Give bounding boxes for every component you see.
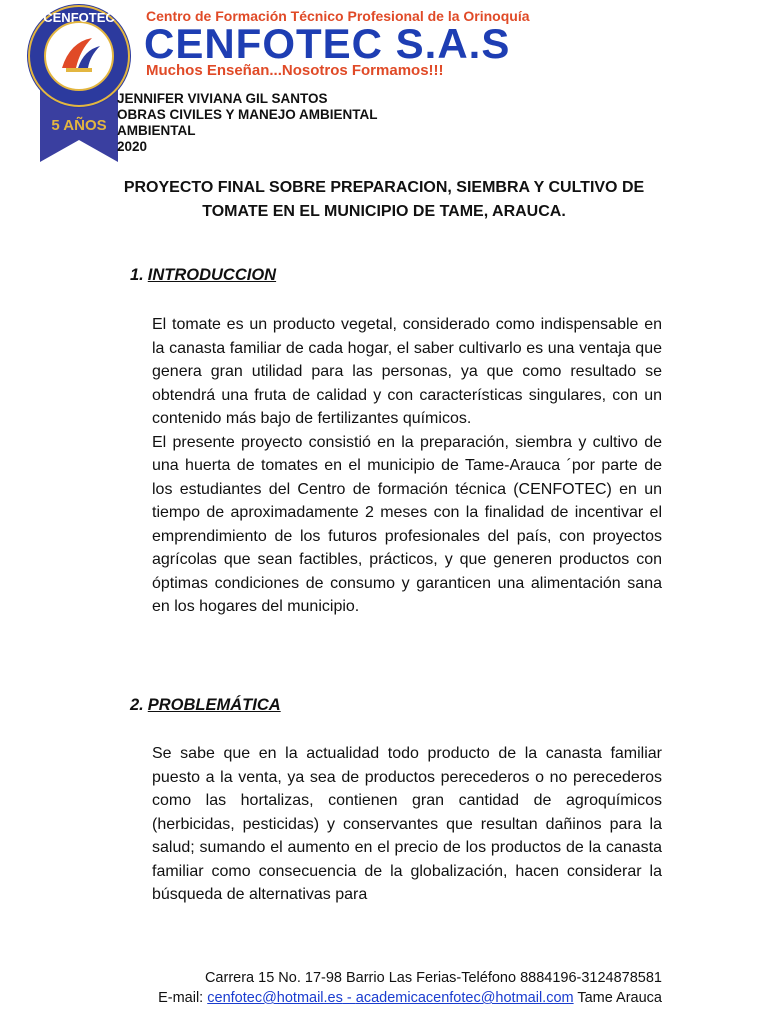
student-year: 2020 xyxy=(117,139,148,154)
student-info xyxy=(117,91,378,155)
logo-ribbon-text: 5 AÑOS xyxy=(51,117,107,134)
email-separator: - xyxy=(342,990,356,1006)
student-name: JENNIFER VIVIANA GIL SANTOS xyxy=(117,91,328,106)
section-heading-problematica xyxy=(130,696,281,715)
email-link-cenfotec[interactable]: cenfotec@hotmail.es xyxy=(207,990,343,1006)
email-label: E-mail: xyxy=(158,990,208,1006)
section-number: 1. xyxy=(130,266,144,284)
paragraph: El presente proyecto consistió en la preparación, siembra y cultivo de una huerta de tomates en el municipio de Tame-Arauca ´por parte de los estudiantes del Centro de formación técnica (CENFOTEC) en un tiempo de aproximadamente 2 meses con la finalidad de incentivar el emprendimiento de los futuros profesionales del país, con proyectos agrícolas que sean factibles, prácticos, y que generen productos con óptimas condiciones de consumo y garanticen una alimentación sana en los hogares del municipio. xyxy=(152,433,662,615)
logo-ring-text: CENFOTEC xyxy=(43,10,115,25)
section-body-introduccion xyxy=(152,313,662,619)
footer-address: Carrera 15 No. 17-98 Barrio Las Ferias-Teléfono 8884196-3124878581 xyxy=(204,970,662,986)
student-program-cont: AMBIENTAL xyxy=(117,123,196,138)
section-title: INTRODUCCION xyxy=(147,266,277,284)
footer-city: Tame Arauca xyxy=(573,990,662,1006)
document-title: PROYECTO FINAL SOBRE PREPARACION, SIEMBRA Y CULTIVO DE TOMATE EN EL MUNICIPIO DE TAME, ARAUCA. xyxy=(123,179,645,220)
section-number: 2. xyxy=(130,696,144,714)
paragraph: El tomate es un producto vegetal, considerado como indispensable en la canasta familiar de cada hogar, el saber cultivarlo es una ventaja que genera gran utilidad para las personas, ya que como resultado se obtendrá una fruta de calidad y con características singulares, con un contenido más bajo de fertilizantes químicos. xyxy=(152,316,662,427)
footer-contact xyxy=(158,988,662,1008)
section-heading-introduccion xyxy=(130,266,276,285)
brand-title: CENFOTEC S.A.S xyxy=(144,20,511,67)
email-link-academica[interactable]: academicacenfotec@hotmail.com xyxy=(355,990,574,1006)
paragraph: Se sabe que en la actualidad todo producto de la canasta familiar puesto a la venta, ya sea de productos perecederos o no perecederos como las hortalizas, contienen gran cantidad de agroquímicos (herbicidas, pesticidas) y conservantes que resultan dañinos para la salud; sumando el aumento en el precio de los productos de la canasta familiar como consecuencia de la globalización, hacen considerar la búsqueda de alternativas para xyxy=(152,745,662,903)
institution-name: Centro de Formación Técnico Profesional de la Orinoquía xyxy=(146,8,530,24)
section-body-problematica xyxy=(152,742,662,907)
slogan: Muchos Enseñan...Nosotros Formamos!!! xyxy=(146,62,444,79)
section-title: PROBLEMÁTICA xyxy=(147,696,281,714)
student-program: OBRAS CIVILES Y MANEJO AMBIENTAL xyxy=(117,107,378,122)
